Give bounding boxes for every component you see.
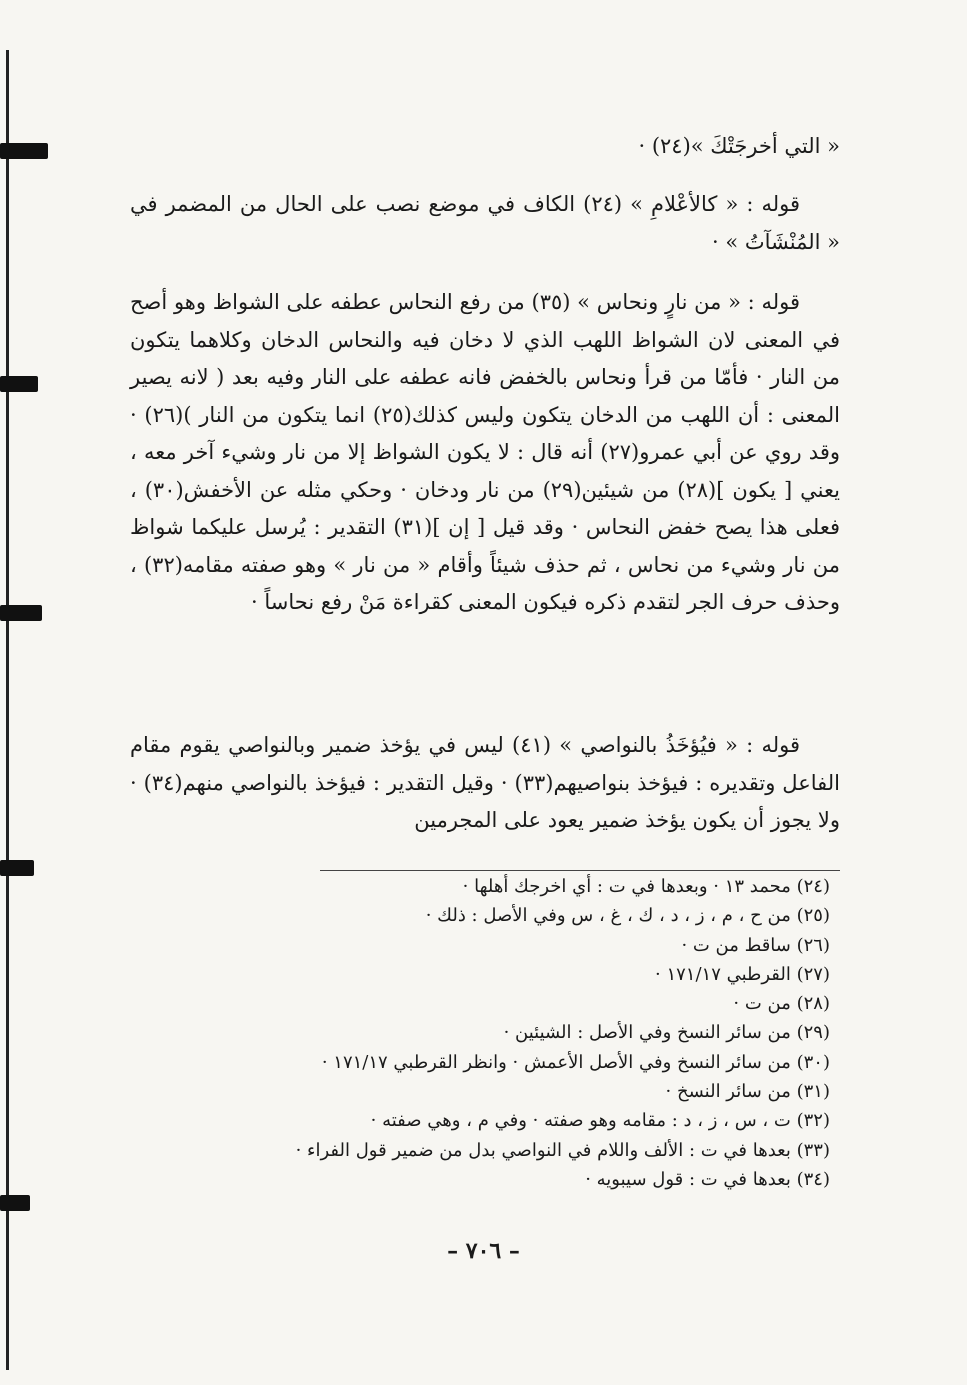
footnote-item: (٢٩) من سائر النسخ وفي الأصل : الشيئين ·	[503, 1022, 830, 1044]
header-line	[130, 128, 840, 166]
footnote-item: (٢٥) من ح ، م ، ز ، د ، ك ، غ ، س وفي الأصل : ذلك ·	[425, 905, 830, 927]
page-number: – ٧٠٦ –	[447, 1238, 520, 1264]
footnote-item: (٢٨) من ت ·	[733, 993, 830, 1015]
paragraph-text: قوله : « فيُؤخَذُ بالنواصي » (٤١) ليس في يؤخذ ضمير وبالنواصي يقوم مقام الفاعل وتقديره : فيؤخذ بنواصيهم(٣٣) · وقيل التقدير : فيؤخذ بالنواصي منهم(٣٤) · ولا يجوز أن يكون يؤخذ ضمير يعود على المجرمين	[130, 733, 840, 832]
footnote-item: (٢٤) محمد ١٣ · وبعدها في ت : أي اخرجك أهلها ·	[462, 876, 830, 897]
margin-mark	[0, 143, 48, 159]
paragraph-3	[130, 727, 840, 840]
paragraph-text: قوله : « من نارٍ ونحاس » (٣٥) من رفع النحاس عطفه على الشواظ وهو أصح في المعنى لان الشواظ اللهب الذي لا دخان فيه والنحاس الدخان وكلاهما يتكون من النار · فأمّا من قرأ ونحاس بالخفض فانه عطفه على النار وفيه بعد ( لانه يصير المعنى : أن اللهب من الدخان يتكون وليس كذلك(٢٥) انما يتكون من النار )(٢٦) · وقد روي عن أبي عمرو(٢٧) أنه قال : لا يكون الشواظ إلا من نار وشيء آخر معه ، يعني [ يكون ](٢٨) من شيئين(٢٩) من نار ودخان · وحكي مثله عن الأخفش(٣٠) ، فعلى هذا يصح خفض النحاس · وقد قيل [ إن ](٣١) التقدير : يُرسل عليكما شواظ من نار وشيء من نحاس ، ثم حذف شيئاً وأقام « من نار » وهو صفته مقامه(٣٢) ، وحذف حرف الجر لتقدم ذكره فيكون المعنى كقراءة مَنْ رفع نحاساً ·	[130, 290, 841, 614]
footnotes	[150, 872, 830, 1194]
quote-line: « التي أخرجَتْكَ »(٢٤) ·	[638, 134, 840, 158]
footnote-item: (٣٢) ت ، س ، ز ، د : مقامه وهو صفته · وفي م ، وهي صفته ·	[370, 1110, 830, 1132]
footnote-item: (٣١) من سائر النسخ ·	[665, 1081, 830, 1103]
margin-mark	[0, 1195, 30, 1211]
footnote-item: (٢٧) القرطبي ١٧١/١٧ ·	[655, 963, 830, 985]
footnote-divider	[320, 870, 840, 871]
footnote-item: (٣٠) من سائر النسخ وفي الأصل الأعمش · وانظر القرطبي ١٧١/١٧ ·	[321, 1051, 830, 1073]
footnote-item: (٣٣) بعدها في ت : الألف واللام في النواصي بدل من ضمير قول الفراء ·	[295, 1139, 830, 1161]
paragraph-2	[130, 284, 840, 622]
paragraph-1	[130, 186, 840, 261]
binding-edge	[6, 50, 9, 1370]
margin-mark	[0, 860, 34, 876]
footnote-item: (٢٦) ساقط من ت ·	[681, 934, 830, 956]
footnote-item: (٣٤) بعدها في ت : قول سيبويه ·	[585, 1168, 830, 1190]
margin-mark	[0, 605, 42, 621]
paragraph-text: قوله : « كالأعْلامِ » (٢٤) الكاف في موضع نصب على الحال من المضمر في « المُنْشَآتُ » ·	[130, 192, 840, 254]
margin-mark	[0, 376, 38, 392]
